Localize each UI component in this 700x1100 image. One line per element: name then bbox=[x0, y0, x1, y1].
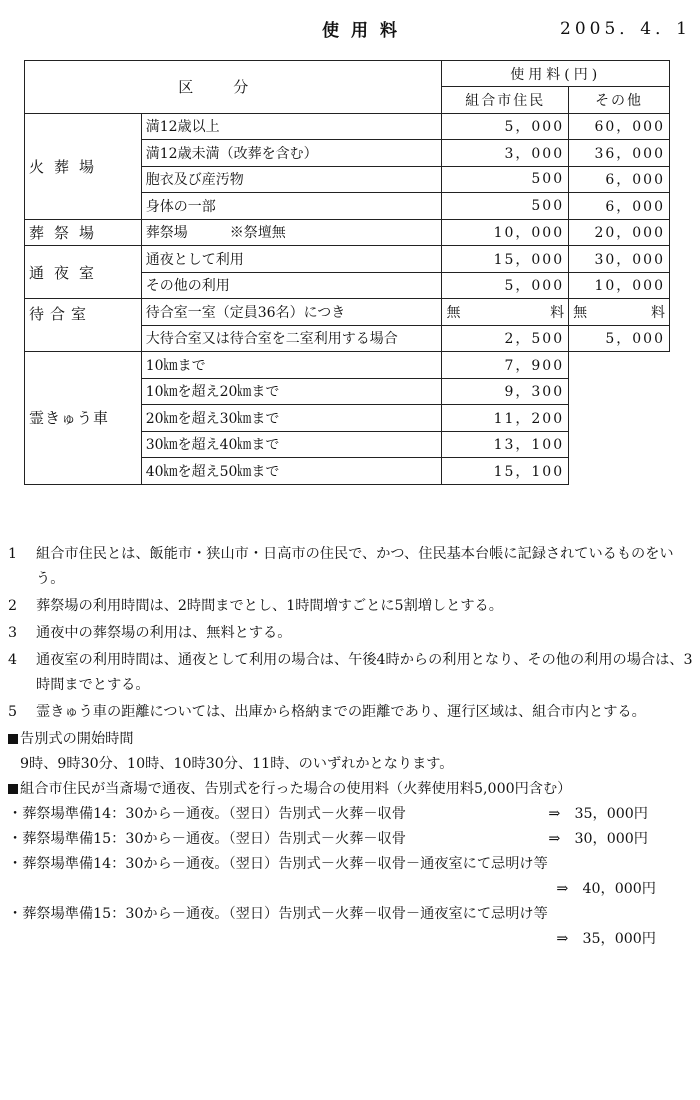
resident-fees-section bbox=[8, 777, 694, 952]
section-heading: 組合市住民が当斎場で通夜、告別式を行った場合の使用料（火葬使用料5,000円含む） bbox=[20, 781, 572, 797]
funeral-start-times: 9時、9時30分、10時、10時30分、11時、のいずれかとなります。 bbox=[20, 756, 454, 772]
fee-table bbox=[24, 60, 670, 485]
page-title: 使用料 bbox=[322, 21, 409, 41]
row-resident-fee: 7，900 bbox=[442, 352, 569, 379]
row-resident-fee: 13，100 bbox=[442, 431, 569, 458]
fee-plan-text: ・葬祭場準備14：30から－通夜。（翌日）告別式－火葬－収骨－通夜室にて忌明け等 bbox=[8, 856, 548, 872]
row-item: 葬祭場 ※祭壇無 bbox=[141, 219, 442, 246]
note-text: 組合市住民とは、飯能市・狭山市・日高市の住民で、かつ、住民基本台帳に記録されているものをいう。 bbox=[36, 546, 674, 587]
note-number: 3 bbox=[8, 625, 18, 641]
note-number: 4 bbox=[8, 652, 18, 668]
fee-plan-text: ・葬祭場準備15：30から－通夜。（翌日）告別式－火葬－収骨－通夜室にて忌明け等 bbox=[8, 906, 548, 922]
row-item: 待合室一室（定員36名）につき bbox=[141, 299, 442, 326]
note-item bbox=[8, 621, 694, 646]
row-other-fee: 6，000 bbox=[569, 166, 670, 193]
row-resident-fee: 500 bbox=[442, 166, 569, 193]
free-label: 無 bbox=[446, 304, 461, 321]
row-other-fee: 30，000 bbox=[569, 246, 670, 273]
note-text: 霊きゅう車の距離については、出庫から格納までの距離であり、運行区域は、組合市内とする。 bbox=[36, 704, 646, 720]
note-text: 通夜中の葬祭場の利用は、無料とする。 bbox=[36, 625, 292, 641]
row-item: その他の利用 bbox=[141, 272, 442, 299]
free-label: 料 bbox=[550, 304, 565, 321]
row-item: 30㎞を超え40㎞まで bbox=[141, 431, 442, 458]
row-item: 40㎞を超え50㎞まで bbox=[141, 458, 442, 485]
list-item bbox=[8, 827, 678, 852]
funeral-start-section bbox=[8, 727, 694, 777]
row-other-fee bbox=[569, 299, 670, 326]
category-cremation: 火葬場 bbox=[25, 113, 142, 219]
header-fee: 使用料(円) bbox=[442, 61, 670, 87]
notes-section bbox=[8, 542, 694, 952]
note-item bbox=[8, 700, 694, 725]
row-item: 10㎞まで bbox=[141, 352, 442, 379]
list-item bbox=[8, 802, 678, 827]
header-other: その他 bbox=[569, 87, 670, 114]
document-date: 2005．4．1 bbox=[560, 19, 691, 39]
row-item: 20㎞を超え30㎞まで bbox=[141, 405, 442, 432]
row-resident-fee: 15，100 bbox=[442, 458, 569, 485]
table-row bbox=[25, 299, 670, 326]
note-text: 通夜室の利用時間は、通夜として利用の場合は、午後4時からの利用となり、その他の利用の場合は、3時間までとする。 bbox=[36, 652, 693, 693]
note-item bbox=[8, 648, 694, 698]
row-resident-fee: 9，300 bbox=[442, 378, 569, 405]
category-wake-room: 通夜室 bbox=[25, 246, 142, 299]
row-resident-fee: 5，000 bbox=[442, 113, 569, 140]
note-number: 2 bbox=[8, 598, 18, 614]
note-item bbox=[8, 594, 694, 619]
category-waiting-room: 待合室 bbox=[25, 299, 142, 352]
empty-cell bbox=[569, 352, 670, 485]
row-resident-fee: 5，000 bbox=[442, 272, 569, 299]
fee-plan-amount: ⇒ 35，000円 bbox=[556, 931, 656, 947]
row-resident-fee: 10，000 bbox=[442, 219, 569, 246]
note-item bbox=[8, 542, 694, 592]
square-bullet-icon bbox=[8, 784, 18, 794]
table-row bbox=[25, 113, 670, 140]
fee-plan-amount: ⇒ 30，000円 bbox=[548, 831, 648, 847]
row-item: 通夜として利用 bbox=[141, 246, 442, 273]
row-other-fee: 60，000 bbox=[569, 113, 670, 140]
row-item: 胞衣及び産汚物 bbox=[141, 166, 442, 193]
header-resident: 組合市住民 bbox=[442, 87, 569, 114]
list-item bbox=[8, 852, 694, 902]
row-resident-fee: 11，200 bbox=[442, 405, 569, 432]
fee-plan-amount: ⇒ 40，000円 bbox=[556, 881, 656, 897]
row-resident-fee: 500 bbox=[442, 193, 569, 220]
row-item: 身体の一部 bbox=[141, 193, 442, 220]
row-other-fee: 36，000 bbox=[569, 140, 670, 167]
row-other-fee: 10，000 bbox=[569, 272, 670, 299]
free-label: 料 bbox=[651, 304, 665, 321]
note-text: 葬祭場の利用時間は、2時間までとし、1時間増すごとに5割増しとする。 bbox=[36, 598, 503, 614]
row-other-fee: 20，000 bbox=[569, 219, 670, 246]
category-funeral-hall: 葬祭場 bbox=[25, 219, 142, 246]
row-resident-fee: 2，500 bbox=[442, 325, 569, 352]
square-bullet-icon bbox=[8, 734, 18, 744]
fee-plan-text: ・葬祭場準備14：30から－通夜。（翌日）告別式－火葬－収骨 bbox=[8, 806, 406, 822]
row-item: 満12歳未満（改葬を含む） bbox=[141, 140, 442, 167]
row-resident-fee bbox=[442, 299, 569, 326]
section-heading: 告別式の開始時間 bbox=[20, 731, 134, 747]
list-item bbox=[8, 902, 694, 952]
row-other-fee: 6，000 bbox=[569, 193, 670, 220]
row-resident-fee: 15，000 bbox=[442, 246, 569, 273]
note-number: 1 bbox=[8, 546, 18, 562]
row-other-fee: 5，000 bbox=[569, 325, 670, 352]
row-item: 満12歳以上 bbox=[141, 113, 442, 140]
row-resident-fee: 3，000 bbox=[442, 140, 569, 167]
table-row bbox=[25, 219, 670, 246]
fee-plan-amount: ⇒ 35，000円 bbox=[548, 806, 648, 822]
category-hearse: 霊きゅう車 bbox=[25, 352, 142, 485]
table-row bbox=[25, 352, 670, 379]
row-item: 10㎞を超え20㎞まで bbox=[141, 378, 442, 405]
free-label: 無 bbox=[573, 304, 588, 321]
note-number: 5 bbox=[8, 704, 18, 720]
row-item: 大待合室又は待合室を二室利用する場合 bbox=[141, 325, 442, 352]
fee-plan-text: ・葬祭場準備15：30から－通夜。（翌日）告別式－火葬－収骨 bbox=[8, 831, 406, 847]
table-row bbox=[25, 246, 670, 273]
header-category: 区分 bbox=[25, 61, 442, 114]
